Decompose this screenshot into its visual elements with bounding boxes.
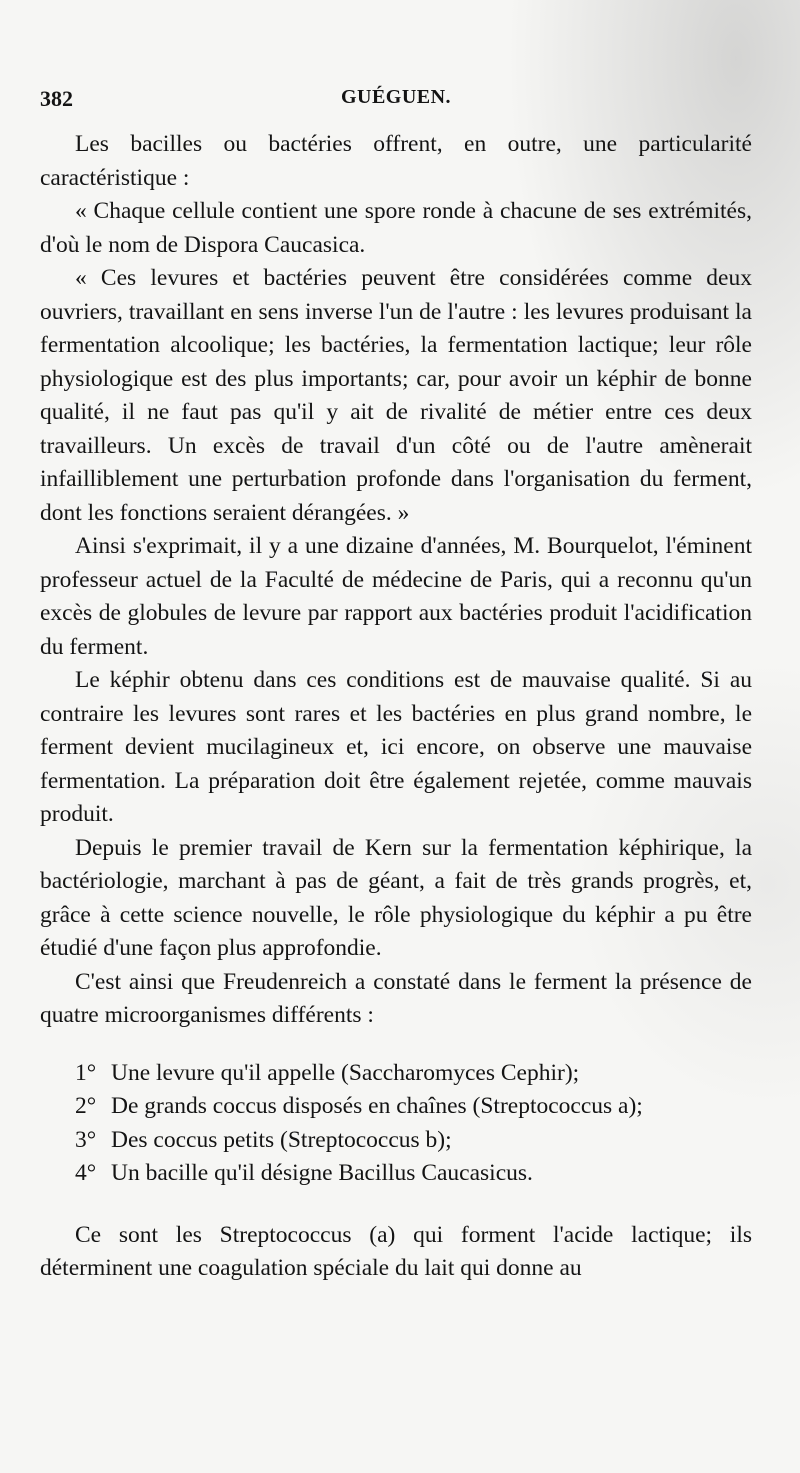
list-item — [40, 1124, 752, 1158]
list-item-text: De grands coccus disposés en chaînes (Streptococcus a); — [111, 1093, 643, 1119]
body-text — [40, 128, 752, 1286]
paragraph: Le képhir obtenu dans ces conditions est de mauvaise qualité. Si au contraire les levures sont rares et les bactéries en plus grand nombre, le ferment devient mucilagineux et, ici encore, on observe une mauvaise fermentation. La préparation doit être également rejetée, comme mauvais produit. — [40, 667, 752, 827]
page-header — [40, 86, 752, 116]
paragraph: Les bacilles ou bactéries offrent, en outre, une particularité caractéristique : — [40, 131, 752, 191]
paragraph: C'est ainsi que Freudenreich a constaté dans le ferment la présence de quatre microorganismes différents : — [40, 968, 752, 1028]
list-item — [40, 1157, 752, 1191]
paragraph: « Ces levures et bactéries peuvent être considérées comme deux ouvriers, travaillant en sens inverse l'un de l'autre : les levures produisant la fermentation alcoolique; les bactéries, la fermentation lactique; leur rôle physiologique est des plus importants; car, pour avoir un képhir de bonne qualité, il ne faut pas qu'il y ait de rivalité de métier entre ces deux travailleurs. Un excès de travail d'un côté ou de l'autre amènerait infailliblement une perturbation profonde dans l'organisation du ferment, dont les fonctions seraient dérangées. » — [40, 265, 752, 526]
closing-paragraph: Ce sont les Streptococcus (a) qui forment l'acide lactique; ils déterminent une coagulation spéciale du lait qui donne au — [40, 1221, 752, 1281]
list-item-text: Des coccus petits (Streptococcus b); — [111, 1126, 452, 1153]
list-item-number: 1° — [75, 1059, 97, 1086]
paragraph: Depuis le premier travail de Kern sur la fermentation képhirique, la bactériologie, marchant à pas de géant, a fait de très grands progrès, et, grâce à cette science nouvelle, le rôle physiologique du képhir a pu être étudié d'une façon plus approfondie. — [40, 834, 752, 961]
list-item-number: 3° — [75, 1126, 97, 1153]
list-item — [40, 1057, 752, 1091]
list-item-number: 4° — [75, 1160, 97, 1186]
microorganism-list — [40, 1057, 752, 1191]
page-number: 382 — [40, 86, 73, 111]
list-item-text: Une levure qu'il appelle (Saccharomyces Cephir); — [111, 1059, 580, 1086]
paragraph: « Chaque cellule contient une spore ronde à chacune de ses extrémités, d'où le nom de Dispora Caucasica. — [40, 198, 752, 258]
running-head: GUÉGUEN. — [340, 86, 452, 108]
paragraph: Ainsi s'exprimait, il y a une dizaine d'années, M. Bourquelot, l'éminent professeur actuel de la Faculté de médecine de Paris, qui a reconnu qu'un excès de globules de levure par rapport aux bactéries produit l'acidification du ferment. — [40, 533, 752, 660]
list-item — [40, 1090, 752, 1124]
list-item-text: Un bacille qu'il désigne Bacillus Caucasicus. — [111, 1160, 533, 1186]
list-item-number: 2° — [75, 1093, 97, 1119]
